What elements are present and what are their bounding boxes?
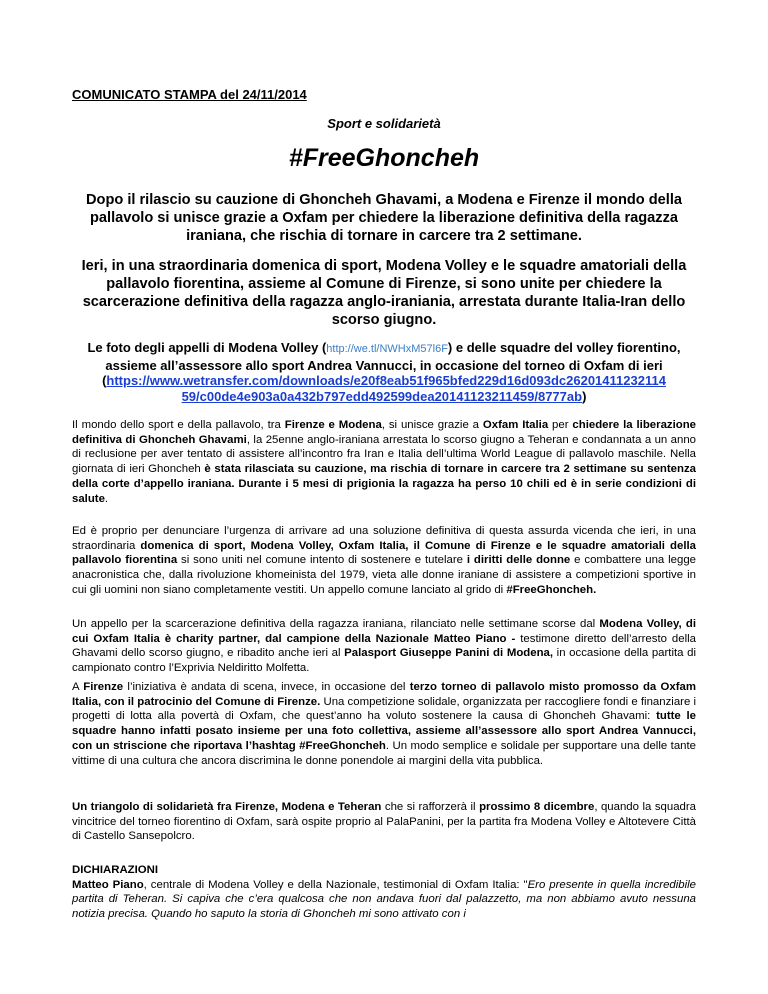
- text-run: si sono uniti nel comune intento di sostenere e tutelare: [177, 554, 467, 567]
- text-run: , quando la squadra vincitrice del torneo fiorentino di Oxfam, sarà ospite proprio al PalaPanini, per la partita fra Modena Volley e Altotevere Città di Castello Sansepolcro.: [72, 801, 696, 843]
- text-run-bold: #FreeGhoncheh.: [506, 583, 597, 596]
- text-run-bold: Oxfam Italia: [482, 419, 549, 431]
- wetransfer-short-link[interactable]: http://we.tl/NWHxM57l6F: [326, 343, 448, 355]
- text-run: Una competizione solidale, organizzata per raccogliere fondi e finanziare i progetti di lotta alla povertà di Oxfam, che quest’anno ha voluto sostenere la causa di Ghoncheh Ghavami:: [72, 695, 696, 723]
- text-run-bold: tutte le squadre hanno infatti posato insieme per una foto collettiva, assieme all’assessore allo sport Andrea Vannucci, con un striscione che riportava l’hashtag #FreeGhoncheh: [72, 710, 696, 752]
- text-run: testimone diretto dell’arresto della Ghavami dello scorso giugno, e ribadito anche ieri al: [72, 632, 696, 660]
- lead-paragraph-2: Ieri, in una straordinaria domenica di sport, Modena Volley e le squadre amatoriali della pallavolo fiorentina, assieme al Comune di Firenze, si sono unite per chiedere la scarcerazione definitiva della ragazza anglo-iraniania, arrestata durante Italia-Iran dello scorso giugno.: [81, 258, 687, 328]
- text-run-bold: terzo torneo di pallavolo misto promosso da Oxfam Italia, con il patrocinio del Comune di Firenze.: [72, 681, 696, 708]
- text-run: , la 25enne anglo-iraniana arrestata lo scorso giugno a Teheran e condannata a un anno di reclusione per aver tentato di assistere all’incontro fra Iran e Italia dell’ultima World League di pallavolo maschile. Nella giornata di ieri Ghoncheh: [72, 433, 696, 476]
- text-run: per: [548, 419, 573, 431]
- photos-text-1: Le foto degli appelli di Modena Volley (: [87, 340, 327, 355]
- text-run-bold: Palasport Giuseppe Panini di Modena,: [344, 647, 554, 660]
- text-run: Il mondo dello sport e della pallavolo, tra: [72, 419, 285, 431]
- body-paragraph-4: [72, 680, 696, 768]
- text-run: , centrale di Modena Volley e della Nazionale, testimonial di Oxfam Italia: ": [143, 878, 528, 891]
- text-run-bold: Matteo Piano: [72, 878, 144, 891]
- photos-text-2: ) e delle squadre del volley fiorentino, assieme all’assessore allo sport Andrea Vannucci, in occasione del torneo di Oxfam di ieri: [105, 340, 681, 373]
- text-run-bold: Un triangolo di solidarietà fra Firenze, Modena e Teheran: [72, 801, 382, 813]
- text-run: che si rafforzerà il: [381, 801, 480, 813]
- press-release-date: COMUNICATO STAMPA del 24/11/2014: [72, 87, 307, 102]
- quote-text: Ero presente in quella incredibile partita di Teheran. Si capiva che c’era qualcosa che non andava fuori dal palazzetto, ma non abbiamo avuto nessuna notizia precisa. Quando ho saputo la storia di Ghoncheh mi sono attivato con i: [72, 878, 696, 921]
- wetransfer-long-link[interactable]: https://www.wetransfer.com/downloads/e20f8eab51f965bfed229d16d093dc26201411232114 59/c00de4e903a0a432b797edd492599dea20141123211459/8777ab: [106, 373, 666, 404]
- body-paragraph-3: [72, 617, 696, 676]
- text-run: Ed è proprio per denunciare l’urgenza di arrivare ad una soluzione definitiva di questa assurda vicenda che ieri, in una straordinaria: [72, 525, 696, 552]
- text-run: .: [104, 492, 109, 505]
- kicker: Sport e solidarietà: [327, 116, 441, 131]
- text-run-bold: Firenze e Modena: [284, 419, 382, 431]
- text-run-bold: Firenze: [83, 681, 124, 693]
- text-run: A: [72, 681, 84, 693]
- text-run: l’iniziativa è andata di scena, invece, in occasione del: [123, 681, 410, 693]
- declarations-heading: DICHIARAZIONI: [72, 864, 159, 876]
- declarations-section: [72, 863, 696, 922]
- body-paragraph-5: [72, 800, 696, 844]
- page-title: #FreeGhoncheh: [288, 144, 480, 172]
- text-run-bold: prossimo 8 dicembre: [479, 801, 595, 813]
- photos-text-4: ): [582, 388, 587, 404]
- text-run-bold: Modena Volley, di cui Oxfam Italia è charity partner, dal campione della Nazionale Matteo Piano -: [72, 618, 696, 645]
- text-run: Un appello per la scarcerazione definitiva della ragazza iraniana, rilanciato nelle settimane scorse dal: [72, 618, 600, 630]
- body-paragraph-2: [72, 524, 696, 598]
- lead-paragraph-1: Dopo il rilascio su cauzione di Ghoncheh Ghavami, a Modena e Firenze il mondo della pallavolo si unisce grazie a Oxfam per chiedere la liberazione definitiva della ragazza iraniana, che rischia di tornare in carcere tra 2 settimane.: [85, 192, 683, 244]
- text-run-bold: domenica di sport, Modena Volley, Oxfam Italia, il Comune di Firenze e le squadre amatoriali della pallavolo fiorentina: [72, 539, 697, 567]
- text-run-bold: è stata rilasciata su cauzione, ma rischia di tornare in carcere tra 2 settimane su sentenza della corte d’appello iraniana. Durante i 5 mesi di prigionia la ragazza ha perso 10 chili ed è in serie condizioni di salute: [72, 463, 696, 505]
- text-run: . Un modo semplice e solidale per supportare una delle tante vittime di una cultura che ancora discrimina le donne ponendole ai margini della vita pubblica.: [72, 739, 696, 767]
- text-run: in occasione della partita di campionato contro l’Exprivia Neldiritto Molfetta.: [72, 647, 696, 675]
- text-run-bold: chiedere la liberazione definitiva di Ghoncheh Ghavami: [72, 419, 697, 446]
- body-paragraph-1: [72, 418, 696, 506]
- photos-text-3: (: [102, 373, 107, 388]
- text-run: , si unisce grazie a: [381, 419, 483, 431]
- text-run-bold: i diritti delle donne: [466, 554, 571, 567]
- photos-paragraph: [68, 340, 700, 404]
- text-run: e combattere una legge anacronistica che, dalla rivoluzione khomeinista del 1979, vieta alle donne iraniane di assistere a competizioni sportive in cui gli uomini non siano completamente vestiti. Un appello comune lanciato al grido di: [72, 554, 696, 596]
